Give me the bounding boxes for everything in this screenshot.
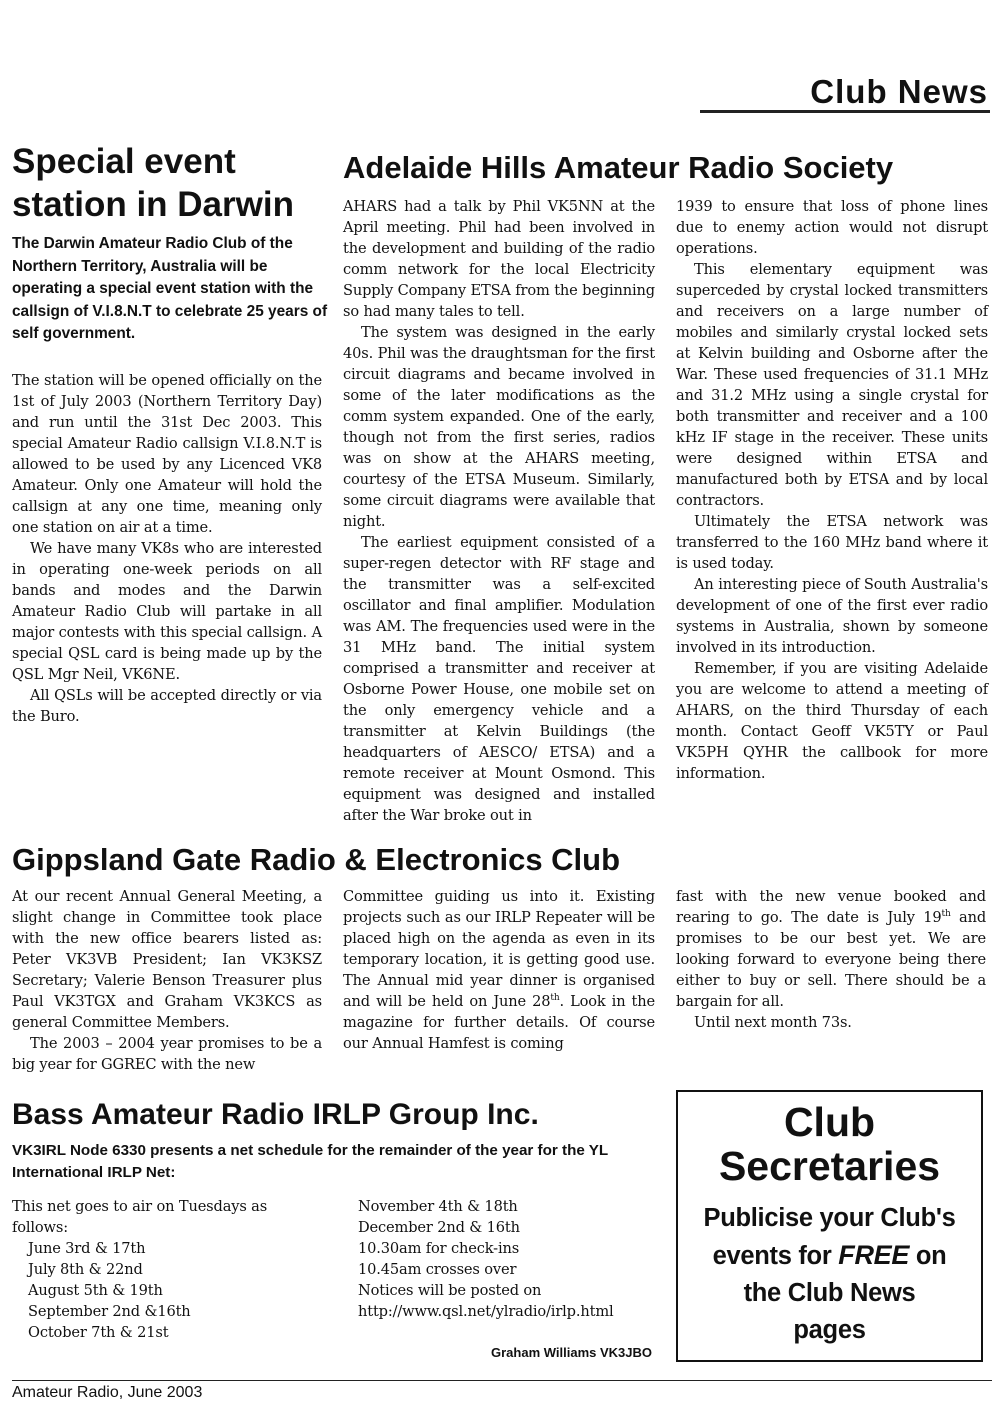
ordinal-suffix: th [941, 909, 951, 920]
section-title: Club News [810, 73, 988, 110]
secretaries-box-text [678, 1200, 981, 1349]
text-run: on [909, 1242, 947, 1270]
text-run: Committee guiding us into it. Existing projects such as our IRLP Repeater will be placed high on the agenda as even in its temporary location, it is getting good use. The Annual mid year dinner is organised and will be held on June 28 [343, 888, 655, 1010]
schedule-date: September 2nd &16th [28, 1303, 191, 1320]
paragraph: The station will be opened officially on the 1st of July 2003 (Northern Territory Day) and run until the 31st Dec 2003. This special Amateur Radio callsign V.I.8.N.T is allowed to be used by any Licenced VK8 Amateur. Only one Amateur will hold the callsign at any one time, meaning only one station on air at a time. [12, 372, 322, 536]
gippsland-article-title: Gippsland Gate Radio & Electronics Club [12, 842, 621, 877]
schedule-line: 10.45am crosses over [358, 1261, 517, 1278]
bass-schedule-left [12, 1196, 327, 1343]
paragraph [343, 886, 655, 1054]
text-run: and promises to be our best yet. We are looking forward to everyone being there either to buy or sell. There should be a bargain for all. [676, 909, 987, 1010]
gippsland-column-3 [676, 886, 986, 1033]
text-line: Publicise your Club's [703, 1204, 956, 1232]
text-run: fast with the new venue booked and rearing to go. The date is July 19 [676, 888, 986, 926]
paragraph: All QSLs will be accepted directly or via the Buro. [12, 687, 322, 725]
schedule-date: October 7th & 21st [28, 1324, 169, 1341]
club-secretaries-box [676, 1090, 983, 1362]
secretaries-box-title [678, 1100, 981, 1188]
free-emphasis: FREE [838, 1240, 910, 1270]
ordinal-suffix: th [550, 993, 560, 1004]
paragraph: At our recent Annual General Meeting, a slight change in Committee took place with the new office bearers listed as: Peter VK3VB President; Ian VK3KSZ Secretary; Valerie Benson Treasurer plus Paul VK3TGX and Graham VK3KCS as general Committee Members. [12, 888, 322, 1031]
schedule-url: http://www.qsl.net/ylradio/irlp.html [358, 1303, 614, 1320]
text-line [678, 1237, 981, 1275]
paragraph: The 2003 – 2004 year promises to be a big year for GGREC with the new [12, 1035, 322, 1073]
bass-schedule-right [358, 1196, 658, 1322]
darwin-article-lead: The Darwin Amateur Radio Club of the Northern Territory, Australia will be operating a special event station with the callsign of V.I.8.N.T to celebrate 25 years of self government. [12, 235, 328, 343]
schedule-intro: This net goes to air on Tuesdays as follows: [12, 1198, 268, 1236]
footer-publication-line: Amateur Radio, June 2003 [12, 1384, 203, 1401]
ahars-column-2 [676, 196, 988, 784]
bass-signature: Graham Williams VK3JBO [491, 1345, 652, 1360]
text-line: pages [793, 1316, 866, 1344]
paragraph: This elementary equipment was superceded by crystal locked transmitters and receivers on a large number of mobiles and similarly crystal locked sets at Kelvin building and Osborne after the War. These used frequencies of 31.1 MHz and 31.2 MHz using a single crystal for both transmitter and receiver and a 100 kHz IF stage in the receiver. These units were designed within ETSA and manufactured both by ETSA and by local contractors. [676, 261, 988, 509]
bass-article-title: Bass Amateur Radio IRLP Group Inc. [12, 1098, 539, 1131]
text-line: the Club News [743, 1279, 916, 1307]
schedule-line: December 2nd & 16th [358, 1219, 520, 1236]
schedule-line: November 4th & 18th [358, 1198, 518, 1215]
text-run: . Look in the magazine for further details. Of course our Annual Hamfest is coming [343, 993, 655, 1052]
title-line: Secretaries [718, 1143, 941, 1189]
paragraph: The system was designed in the early 40s. Phil was the draughtsman for the first circuit diagrams and became involved in some of the later modifications as the comm system expanded. One of the early, though not from the first series, radios was on show at the AHARS meeting, courtesy of the ETSA Museum. Similarly, some circuit diagrams were available that night. [343, 324, 655, 530]
paragraph [676, 886, 986, 1012]
paragraph: AHARS had a talk by Phil VK5NN at the April meeting. Phil had been involved in the development and building of the radio comm network for the local Electricity Supply Company ETSA from the beginning so had many tales to tell. [343, 198, 655, 320]
title-line: Club [783, 1099, 876, 1145]
ahars-column-1 [343, 196, 655, 826]
ahars-article-title: Adelaide Hills Amateur Radio Society [343, 150, 894, 185]
paragraph: We have many VK8s who are interested in operating one-week periods on all bands and modes and the Darwin Amateur Radio Club will partake in all major contests with this special callsign. A special QSL card is being made up by the QSL Mgr Neil, VK6NE. [12, 540, 322, 683]
schedule-date: July 8th & 22nd [28, 1261, 143, 1278]
footer-rule [12, 1380, 992, 1381]
paragraph: 1939 to ensure that loss of phone lines due to enemy action would not disrupt operations. [676, 198, 988, 257]
schedule-date: August 5th & 19th [28, 1282, 163, 1299]
darwin-article-body [12, 370, 322, 727]
paragraph: Remember, if you are visiting Adelaide you are welcome to attend a meeting of AHARS, on the third Thursday of each month. Contact Geoff VK5TY or Paul VK5PH QYHR the callbook for more information. [676, 660, 988, 782]
paragraph: The earliest equipment consisted of a super-regen detector with RF stage and the transmitter was a self-excited oscillator and final amplifier. Modulation was AM. The frequencies used were in the 31 MHz band. The initial system comprised a transmitter and receiver at Osborne Power House, one mobile set on the only emergency vehicle and a transmitter at Kelvin Buildings (the headquarters of AESCO/ ETSA) and a remote receiver at Mount Osmond. This equipment was designed and installed after the War broke out in [343, 534, 655, 824]
paragraph: Ultimately the ETSA network was transferred to the 160 MHz band where it is used today. [676, 513, 988, 572]
paragraph: An interesting piece of South Australia's development of one of the first ever radio systems in Australia, shown by someone involved in its introduction. [676, 576, 988, 656]
schedule-date: June 3rd & 17th [28, 1240, 146, 1257]
bass-article-lead: VK3IRL Node 6330 presents a net schedule for the remainder of the year for the YL International IRLP Net: [12, 1142, 608, 1181]
darwin-article-title: Special event station in Darwin [12, 142, 294, 224]
gippsland-column-2 [343, 886, 655, 1054]
schedule-line: Notices will be posted on [358, 1282, 542, 1299]
schedule-line: 10.30am for check-ins [358, 1240, 520, 1257]
text-run: events for [712, 1242, 839, 1270]
gippsland-column-1 [12, 886, 322, 1075]
paragraph: Until next month 73s. [694, 1014, 852, 1031]
